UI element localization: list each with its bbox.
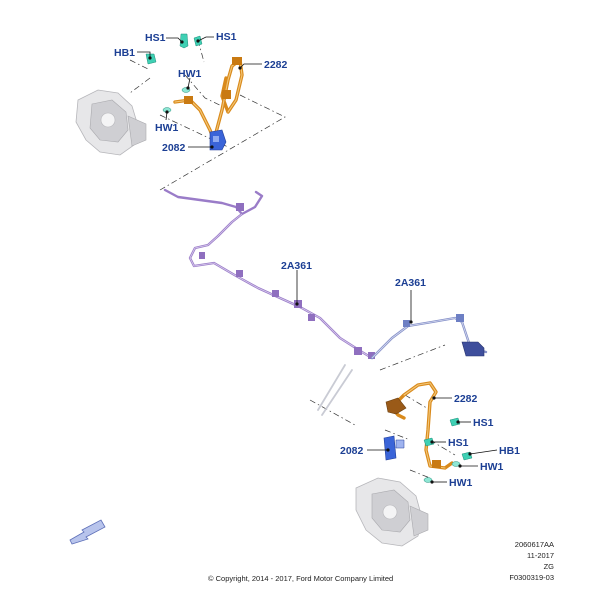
caliper-top — [76, 90, 146, 155]
callout-hw1-a: HW1 — [178, 68, 202, 80]
callout-hb1-top: HB1 — [114, 47, 136, 59]
illustration-reference: F0300319-03 — [509, 573, 554, 582]
bracket-bottom — [384, 436, 404, 460]
callout-hw1-b: HW1 — [155, 122, 179, 134]
callout-bracket-top: 2082 — [162, 142, 186, 154]
illustration-code: 2060617AA — [514, 540, 554, 549]
callout-labels — [114, 31, 520, 489]
brake-line-left — [165, 190, 375, 359]
illustration-revision: ZG — [543, 562, 554, 571]
callout-line-right: 2A361 — [395, 277, 426, 289]
copyright-notice: © Copyright, 2014 - 2017, Ford Motor Company Limited — [208, 574, 394, 583]
callout-bracket-bottom: 2082 — [340, 445, 364, 457]
callout-hs1-a: HS1 — [145, 32, 166, 44]
callout-line-left: 2A361 — [281, 260, 312, 272]
direction-arrow-icon — [70, 520, 105, 544]
brake-line-right — [372, 314, 486, 358]
callout-hs1-d: HS1 — [448, 437, 469, 449]
callout-hose-bottom: 2282 — [454, 393, 478, 405]
callout-hs1-c: HS1 — [473, 417, 494, 429]
caliper-bottom — [356, 478, 428, 546]
dashed-reference-lines — [130, 40, 455, 478]
callout-hb1-bottom: HB1 — [499, 445, 521, 457]
callout-hw1-d: HW1 — [449, 477, 473, 489]
callout-hw1-c: HW1 — [480, 461, 504, 473]
callout-hose-top: 2282 — [264, 59, 288, 71]
callout-hs1-b: HS1 — [216, 31, 237, 43]
illustration-date: 11-2017 — [527, 551, 554, 560]
